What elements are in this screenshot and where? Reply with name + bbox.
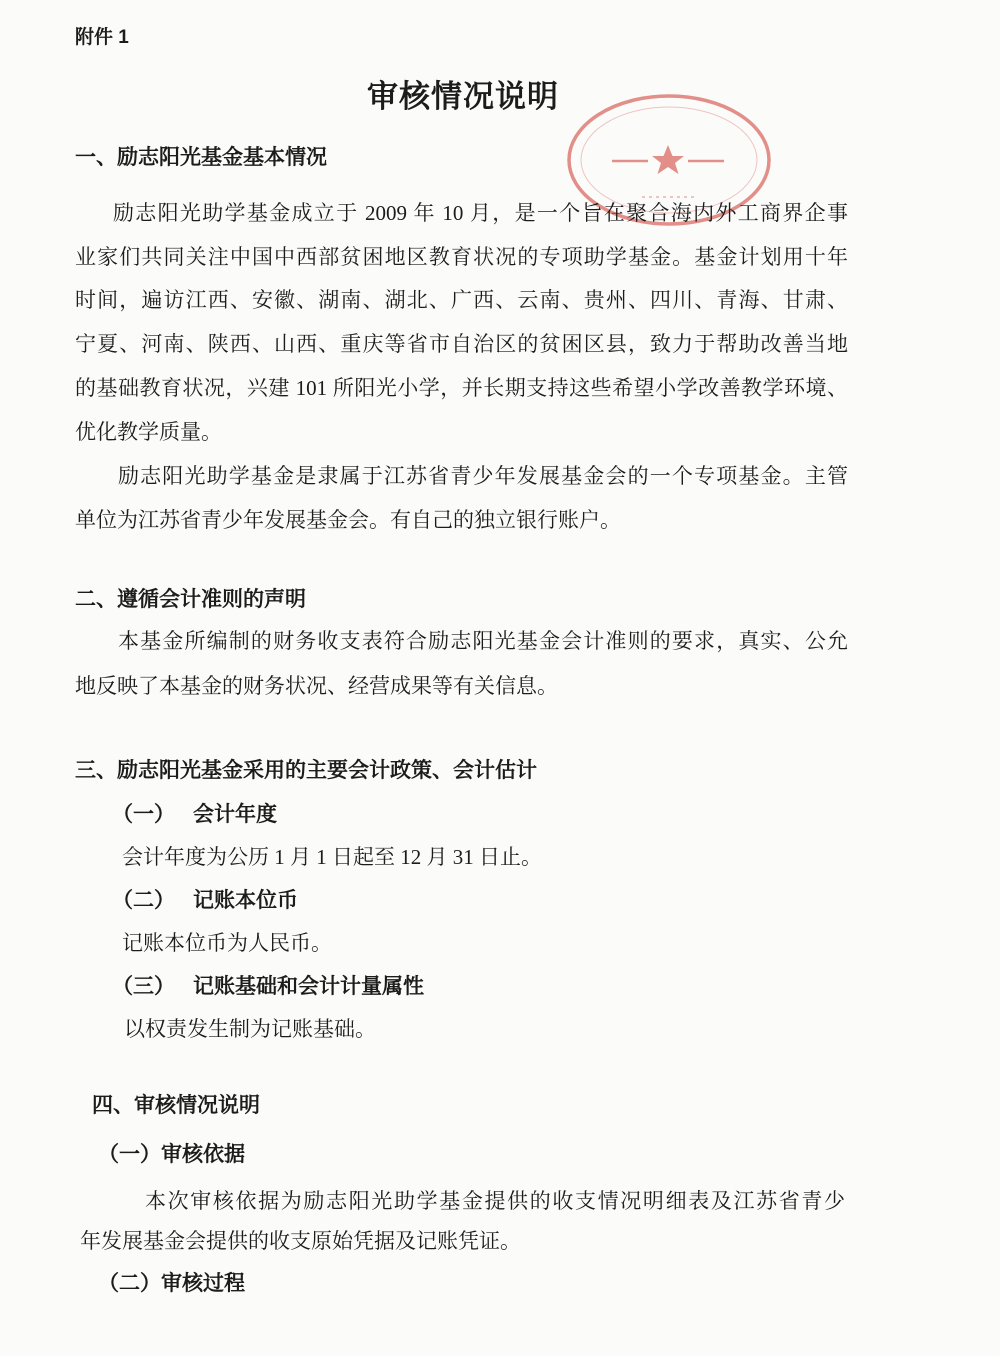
section-1-heading: 一、励志阳光基金基本情况 — [75, 146, 327, 169]
section-2-heading: 二、遵循会计准则的声明 — [75, 588, 306, 611]
paragraph-line: 业家们共同关注中国中西部贫困地区教育状况的专项助学基金。基金计划用十年 — [75, 245, 848, 269]
paragraph-line: 宁夏、河南、陕西、山西、重庆等省市自治区的贫困区县，致力于帮助改善当地 — [75, 332, 848, 356]
paragraph-line: 优化教学质量。 — [75, 420, 222, 444]
paragraph-line: 单位为江苏省青少年发展基金会。有自己的独立银行账户。 — [75, 508, 621, 532]
subsection-title: 记账基础和会计计量属性 — [193, 975, 424, 998]
section-3-heading: 三、励志阳光基金采用的主要会计政策、会计估计 — [75, 759, 537, 782]
paragraph-line: 本次审核依据为励志阳光助学基金提供的收支情况明细表及江苏省青少 — [145, 1189, 845, 1213]
subsection-text: 记账本位币为人民币。 — [122, 931, 332, 955]
subsection-text: 会计年度为公历 1 月 1 日起至 12 月 31 日止。 — [122, 845, 542, 869]
subsection-label: （一）审核依据 — [98, 1143, 245, 1166]
paragraph-line: 时间，遍访江西、安徽、湖南、湖北、广西、云南、贵州、四川、青海、甘肃、 — [75, 288, 848, 312]
section-4-heading: 四、审核情况说明 — [92, 1094, 260, 1117]
paragraph-line: 励志阳光助学基金成立于 2009 年 10 月，是一个旨在聚合海内外工商界企事 — [113, 201, 848, 225]
subsection-number: （一） — [112, 803, 175, 826]
subsection-number: （二） — [112, 889, 175, 912]
attachment-label: 附件 1 — [75, 27, 129, 48]
subsection-label: （二）审核过程 — [98, 1272, 245, 1295]
paragraph-line: 本基金所编制的财务收支表符合励志阳光基金会计准则的要求，真实、公允 — [118, 629, 848, 653]
subsection-title: 记账本位币 — [193, 889, 298, 912]
subsection-title: 会计年度 — [193, 803, 277, 826]
subsection-text: 以权责发生制为记账基础。 — [124, 1017, 376, 1041]
paragraph-line: 的基础教育状况，兴建 101 所阳光小学，并长期支持这些希望小学改善教学环境、 — [75, 376, 848, 400]
paragraph-line: 年发展基金会提供的收支原始凭据及记账凭证。 — [80, 1229, 521, 1253]
subsection-number: （三） — [112, 975, 175, 998]
paragraph-line: 地反映了本基金的财务状况、经营成果等有关信息。 — [75, 674, 558, 698]
paragraph-line: 励志阳光助学基金是隶属于江苏省青少年发展基金会的一个专项基金。主管 — [118, 464, 848, 488]
page-title: 审核情况说明 — [367, 79, 559, 114]
